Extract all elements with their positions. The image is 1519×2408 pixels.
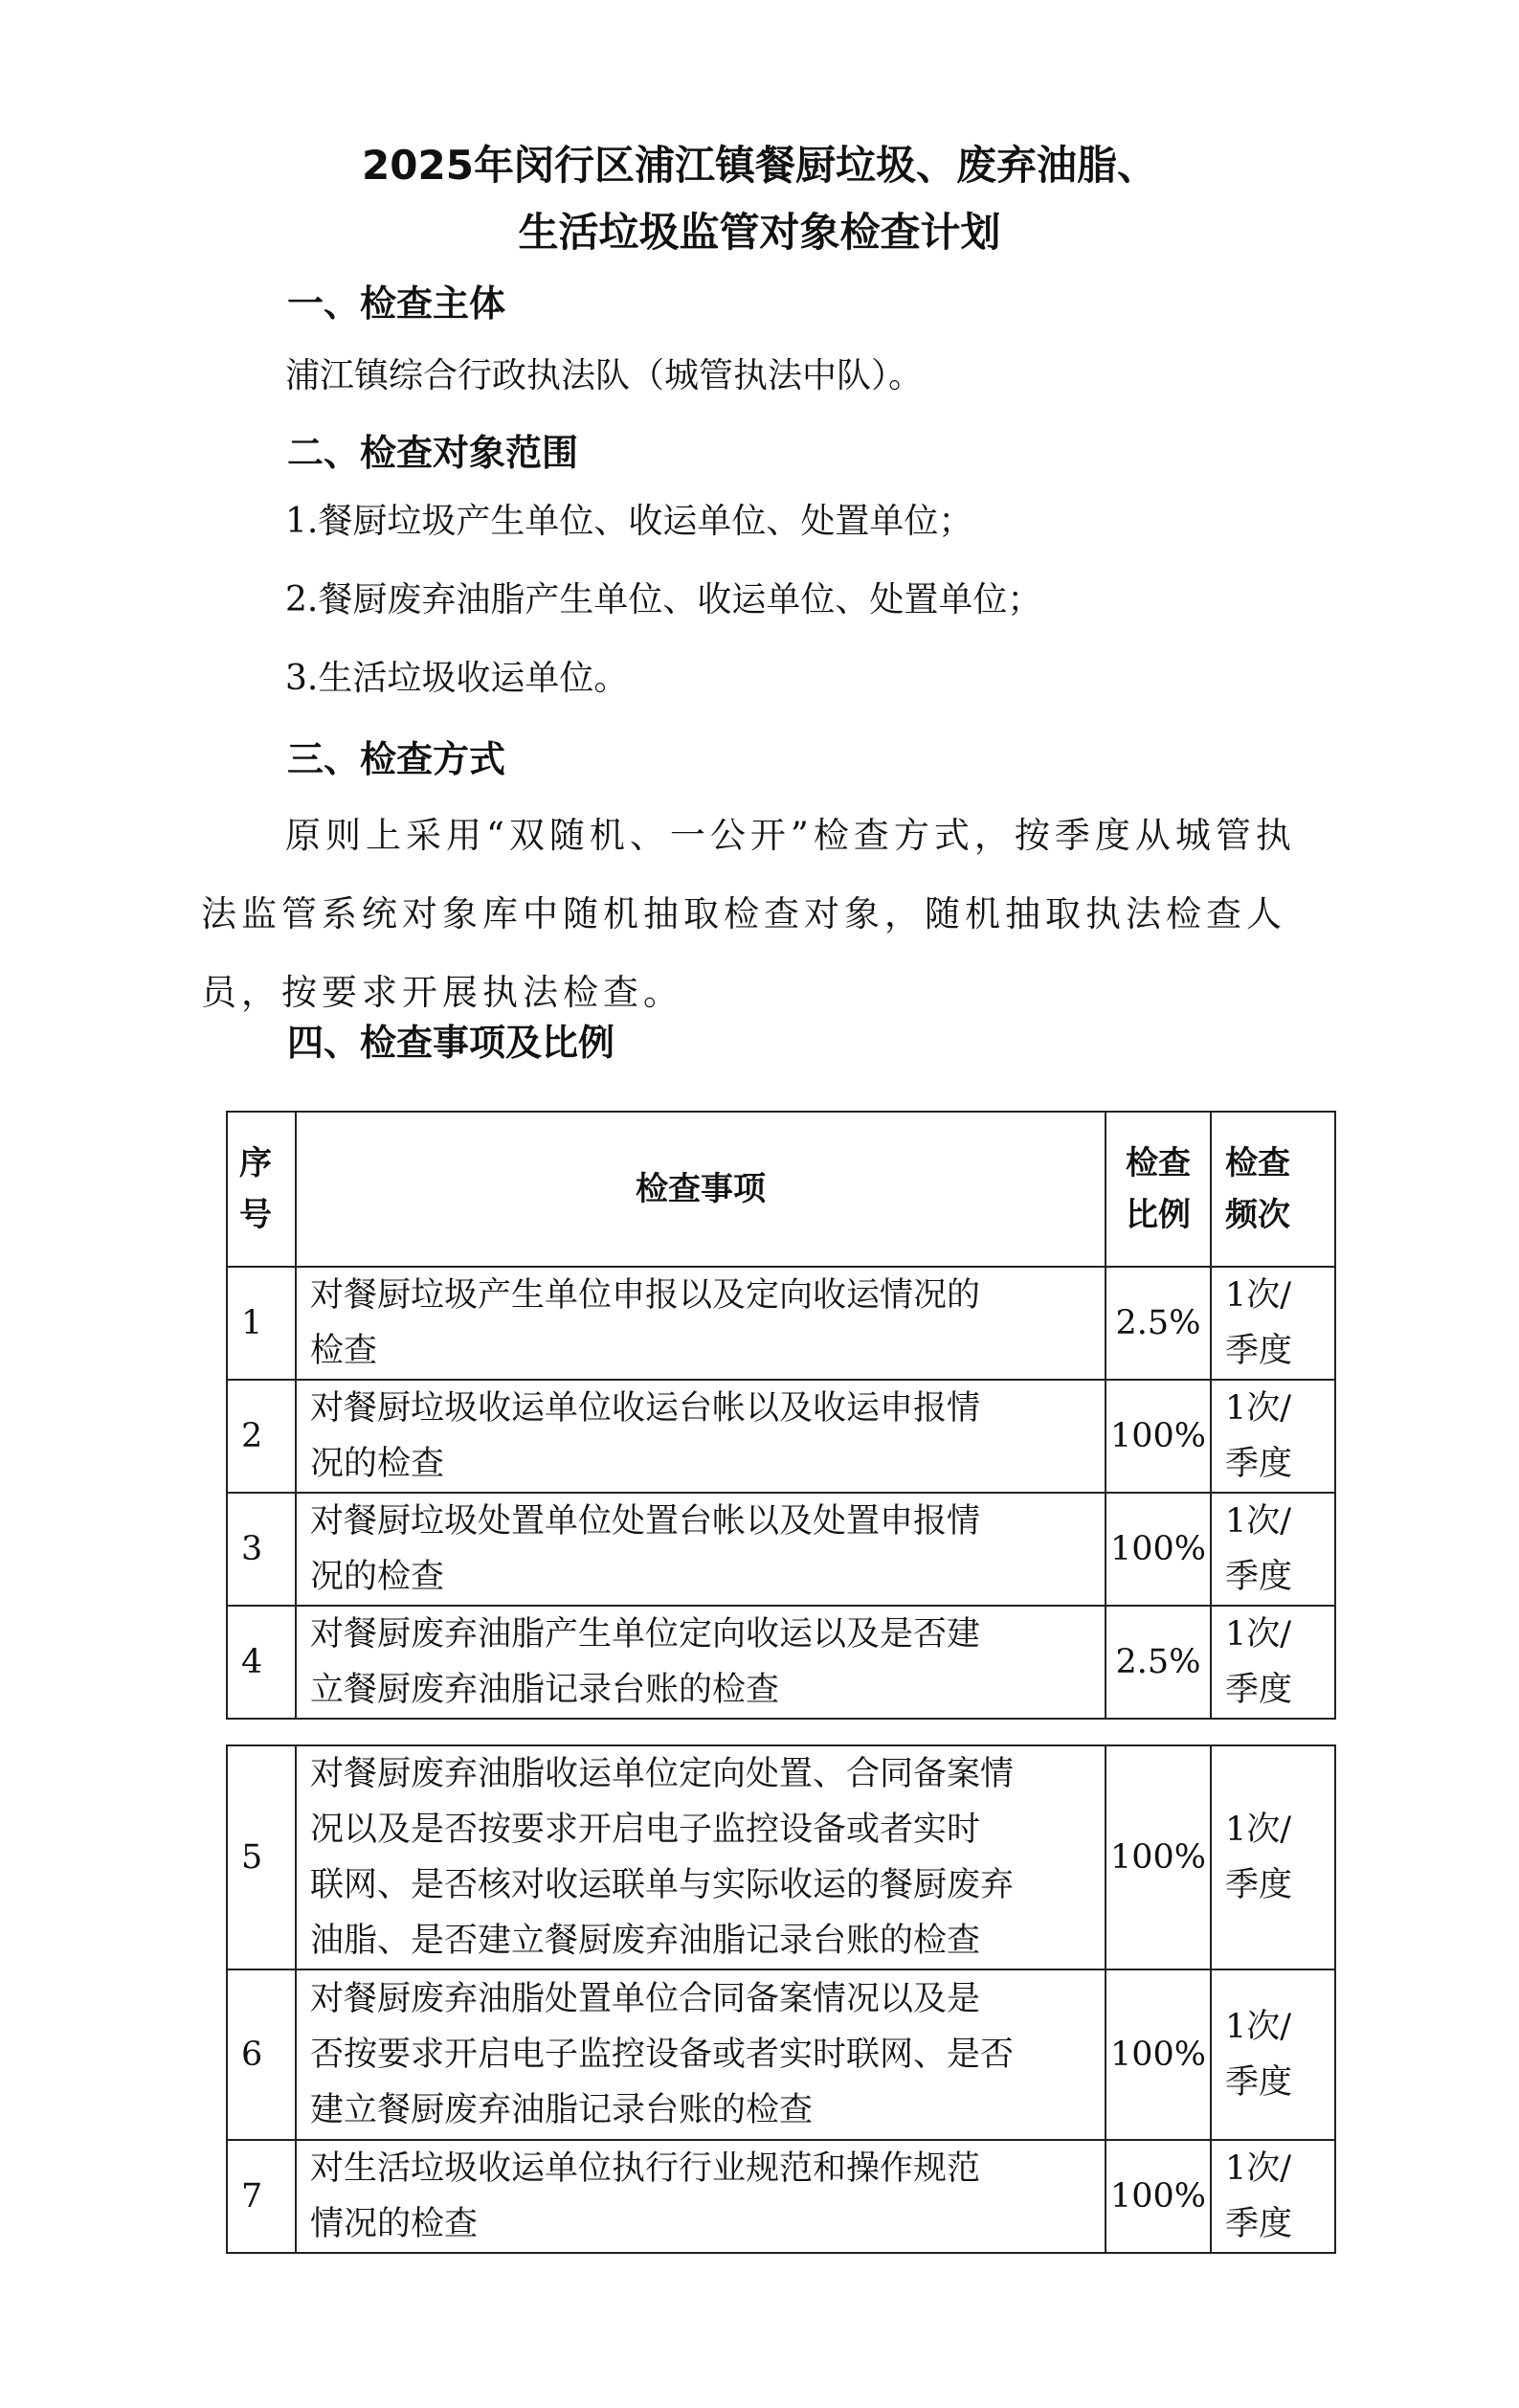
row-item-line: 否按要求开启电子监控设备或者实时联网、是否: [310, 2036, 1015, 2074]
header-freq-line-1: 检查: [1225, 1144, 1290, 1182]
row-item-line: 对餐厨废弃油脂处置单位合同备案情况以及是: [310, 1980, 981, 2018]
row-frequency-line: 1次/: [1225, 1389, 1292, 1428]
row-frequency: [1211, 1745, 1335, 1969]
row-item-line: 油脂、是否建立餐厨废弃油脂记录台账的检查: [310, 1922, 981, 1960]
row-number: 1: [227, 1267, 296, 1380]
section-3-paragraph: [201, 797, 1350, 1032]
row-frequency-line: 季度: [1225, 1332, 1293, 1370]
row-frequency: [1211, 1267, 1335, 1380]
header-no: [227, 1112, 296, 1267]
row-item: [296, 1745, 1106, 1969]
section-2-item-3: 3.生活垃圾收运单位。: [285, 659, 629, 698]
section-2-heading: 二、检查对象范围: [287, 432, 579, 474]
row-frequency-line: 季度: [1225, 1671, 1293, 1709]
section-2-item-2: 2.餐厨废弃油脂产生单位、收运单位、处置单位；: [285, 580, 1042, 619]
row-item-line: 对餐厨废弃油脂产生单位定向收运以及是否建: [310, 1615, 981, 1654]
row-frequency-line: 季度: [1225, 2063, 1293, 2102]
header-ratio-line-1: 检查: [1126, 1144, 1191, 1182]
row-item: [296, 1969, 1106, 2140]
row-item: [296, 1606, 1106, 1719]
table-row: [227, 1606, 1335, 1719]
row-number: 5: [227, 1745, 296, 1969]
row-item-line: 联网、是否核对收运联单与实际收运的餐厨废弃: [310, 1866, 1015, 1904]
inspection-table-part-1: [226, 1111, 1336, 1720]
row-frequency: [1211, 1380, 1335, 1493]
row-frequency-line: 季度: [1225, 2205, 1293, 2243]
row-item-line: 情况的检查: [310, 2205, 479, 2243]
row-number: 2: [227, 1380, 296, 1493]
table-row: [227, 1745, 1335, 1969]
row-frequency-line: 1次/: [1225, 2149, 1292, 2188]
table-header-row: [227, 1112, 1335, 1267]
section-2-item-1: 1.餐厨垃圾产生单位、收运单位、处置单位；: [285, 502, 973, 541]
row-item: [296, 2140, 1106, 2253]
row-frequency-line: 季度: [1225, 1558, 1293, 1596]
title-line-2: 生活垃圾监管对象检查计划: [518, 209, 1001, 256]
header-no-line-2: 号: [239, 1196, 272, 1234]
row-number: 6: [227, 1969, 296, 2140]
section-3-line-2: 法监管系统对象库中随机抽取检查对象，随机抽取执法检查人: [201, 893, 1286, 934]
row-item-line: 对生活垃圾收运单位执行行业规范和操作规范: [310, 2149, 981, 2188]
row-frequency-line: 1次/: [1225, 1276, 1292, 1315]
row-item-line: 立餐厨废弃油脂记录台账的检查: [310, 1671, 780, 1709]
row-frequency: [1211, 2140, 1335, 2253]
row-item-line: 对餐厨垃圾处置单位处置台帐以及处置申报情: [310, 1502, 981, 1541]
row-frequency: [1211, 1493, 1335, 1606]
row-item-line: 对餐厨垃圾产生单位申报以及定向收运情况的: [310, 1276, 981, 1315]
table-row: [227, 1969, 1335, 2140]
table-row: [227, 1493, 1335, 1606]
row-ratio: 100%: [1106, 1493, 1211, 1606]
row-number: 3: [227, 1493, 296, 1606]
row-ratio: 100%: [1106, 1969, 1211, 2140]
table-row: [227, 1380, 1335, 1493]
row-frequency-line: 1次/: [1225, 1811, 1292, 1849]
inspection-table-part-2: [226, 1744, 1336, 2254]
row-item-line: 检查: [310, 1332, 378, 1370]
table-row: [227, 2140, 1335, 2253]
row-ratio: 2.5%: [1106, 1606, 1211, 1719]
row-item-line: 况以及是否按要求开启电子监控设备或者实时: [310, 1811, 981, 1849]
row-frequency-line: 季度: [1225, 1445, 1293, 1483]
header-no-line-1: 序: [239, 1144, 272, 1182]
row-ratio: 100%: [1106, 1745, 1211, 1969]
row-item: [296, 1267, 1106, 1380]
row-item-line: 对餐厨垃圾收运单位收运台帐以及收运申报情: [310, 1389, 981, 1428]
header-freq: [1211, 1112, 1335, 1267]
row-frequency: [1211, 1606, 1335, 1719]
section-3-heading: 三、检查方式: [287, 738, 506, 780]
row-item-line: 况的检查: [310, 1558, 445, 1596]
row-ratio: 2.5%: [1106, 1267, 1211, 1380]
row-item-line: 况的检查: [310, 1445, 445, 1483]
row-item-line: 对餐厨废弃油脂收运单位定向处置、合同备案情: [310, 1755, 1015, 1793]
row-frequency-line: 1次/: [1225, 2008, 1292, 2046]
row-item: [296, 1380, 1106, 1493]
row-frequency-line: 季度: [1225, 1866, 1293, 1904]
section-1-body: 浦江镇综合行政执法队（城管执法中队）。: [285, 356, 924, 395]
section-3-line-3: 员，按要求开展执法检查。: [201, 972, 683, 1013]
section-3-line-1: 原则上采用“双随机、一公开”检查方式，按季度从城管执: [285, 815, 1296, 856]
header-freq-line-2: 频次: [1225, 1196, 1290, 1234]
title-line-1: 2025年闵行区浦江镇餐厨垃圾、废弃油脂、: [362, 142, 1157, 189]
header-ratio: [1106, 1112, 1211, 1267]
row-item-line: 建立餐厨废弃油脂记录台账的检查: [310, 2091, 814, 2129]
section-1-heading: 一、检查主体: [287, 282, 506, 325]
row-ratio: 100%: [1106, 1380, 1211, 1493]
row-frequency-line: 1次/: [1225, 1615, 1292, 1654]
header-ratio-line-2: 比例: [1126, 1196, 1191, 1234]
row-item: [296, 1493, 1106, 1606]
row-frequency-line: 1次/: [1225, 1502, 1292, 1541]
header-item: 检查事项: [296, 1112, 1106, 1267]
row-frequency: [1211, 1969, 1335, 2140]
section-4-heading: 四、检查事项及比例: [287, 1022, 615, 1064]
table-row: [227, 1267, 1335, 1380]
row-number: 7: [227, 2140, 296, 2253]
row-ratio: 100%: [1106, 2140, 1211, 2253]
row-number: 4: [227, 1606, 296, 1719]
